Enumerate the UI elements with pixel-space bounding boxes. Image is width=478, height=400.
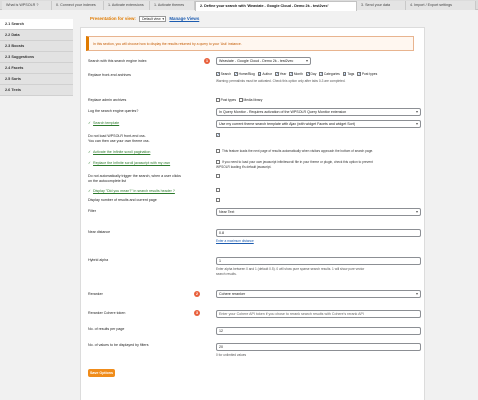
month-checkbox[interactable] (289, 72, 293, 76)
infinite-js-link[interactable] (88, 161, 170, 165)
home-blog-option-label: Home/Blog (238, 72, 255, 76)
engine-label: Search with this search engine index (88, 59, 147, 63)
home-blog-checkbox[interactable] (234, 72, 238, 76)
infinite-scroll-checkbox[interactable] (216, 149, 220, 153)
sidebar-item-sorts[interactable]: 2.5 Sorts (0, 74, 73, 85)
day-checkbox[interactable] (306, 72, 310, 76)
near-distance-help: Enter a maximum distance (216, 239, 254, 243)
check-icon: ✓ (88, 189, 92, 193)
results-per-page-input[interactable]: 12 (216, 327, 421, 335)
filter-values-input[interactable]: 20 (216, 343, 421, 351)
save-options-button[interactable]: Save Options (88, 369, 115, 377)
did-you-mean-link[interactable] (88, 189, 175, 193)
infinite-js-text-1: If you need to load your own javascript infinitescroll file in your theme or plugin, check this option to prevent (222, 160, 373, 164)
filter-values-label: No. of values to be displayed by filters (88, 343, 149, 347)
replace-front-label: Replace front-end archives (88, 73, 131, 77)
infinite-js-label: Replace the Infinite scroll javascript with my own (93, 161, 171, 165)
reranker-label: Reranker (88, 292, 103, 296)
no-css-label-1: Do not load WPSOLR front-end css. (88, 134, 146, 138)
display-number-checkbox[interactable] (216, 198, 220, 202)
infinite-js-text-2: WPSOLR loading it's default javascript. (216, 165, 272, 169)
near-distance-label: Near distance (88, 230, 111, 234)
log-queries-label: Log the search engine queries? (88, 109, 139, 113)
sidebar-item-data[interactable]: 2.2 Data (0, 30, 73, 41)
settings-panel (80, 27, 425, 400)
tab-connect-indexes[interactable]: 0. Connect your indexes (52, 1, 104, 10)
sidebar-item-boosts[interactable]: 2.3 Boosts (0, 41, 73, 52)
hybrid-alpha-label: Hybrid alpha (88, 258, 109, 262)
search-template-label: Search template (93, 121, 120, 125)
results-per-page-label: No. of results per page (88, 327, 125, 331)
step-badge-1: 1 (206, 59, 208, 63)
admin-post-types-checkbox[interactable] (216, 98, 220, 102)
tab-define-search[interactable]: 2. Define your search with 'Weaviate - Google Cloud - Demo 2k - test2vec' (195, 1, 357, 11)
check-icon: ✓ (88, 121, 92, 125)
categories-checkbox[interactable] (319, 72, 323, 76)
presentation-bar (90, 16, 199, 22)
search-option-label: Search (220, 72, 232, 76)
did-you-mean-option (216, 188, 221, 192)
check-icon: ✓ (88, 161, 92, 165)
post-types-option-label: Post types (361, 72, 378, 76)
infinite-js-checkbox[interactable] (216, 160, 220, 164)
did-you-mean-label: Display "Did you mean?" in search results header ? (93, 189, 175, 193)
media-library-label: Media library (243, 98, 263, 102)
hybrid-alpha-help-1: Enter alpha between 0 and 1 (default 0.5). 0 will show pure sparse search results. 1 will show pure vector (216, 267, 365, 271)
author-checkbox[interactable] (258, 72, 262, 76)
sidebar-item-search[interactable]: 2.1 Search (0, 19, 73, 30)
search-checkbox[interactable] (216, 72, 220, 76)
tags-option-label: Tags (347, 72, 355, 76)
tab-what-is[interactable]: What is WPSOLR ? (2, 1, 52, 10)
log-queries-select[interactable]: In Query Monitor - Requires activation of the WPSOLR Query Monitor extension ▾ (216, 108, 421, 116)
year-option-label: Year (279, 72, 287, 76)
categories-option-label: Categories (323, 72, 340, 76)
view-select[interactable]: Default view ▾ (139, 16, 166, 22)
hybrid-alpha-input[interactable]: 1 (216, 257, 421, 265)
infinite-js-option (216, 160, 221, 164)
sidebar (0, 19, 73, 96)
filter-label: Filter (88, 209, 96, 213)
infinite-scroll-option (216, 149, 221, 153)
infinite-scroll-label: Activate the Infinite scroll pagination (93, 150, 151, 154)
engine-select[interactable]: Weaviate - Google Cloud - Demo 2k - test2vec ▾ (216, 57, 311, 65)
filter-select[interactable]: Near Text ▾ (216, 208, 421, 216)
step-badge-2: 2 (196, 292, 198, 296)
cohere-token-input[interactable]: Enter your Cohere API token if you chose to rerank search results with Cohere's rerank API (216, 310, 421, 318)
infinite-scroll-link[interactable] (88, 150, 150, 154)
sidebar-item-facets[interactable]: 2.4 Facets (0, 63, 73, 74)
display-number-label: Display number of results and current page (88, 198, 157, 202)
replace-front-options (216, 72, 379, 76)
search-template-select[interactable]: Use my current theme search template with Ajax (with widget Facets and widget Sort) ▾ (216, 120, 421, 128)
autocomplete-label-1: Do not automatically trigger the search, when a user clicks (88, 174, 181, 178)
day-option-label: Day (310, 72, 317, 76)
presentation-label: Presentation for view: (90, 16, 136, 22)
post-types-checkbox[interactable] (357, 72, 361, 76)
media-library-checkbox[interactable] (239, 98, 243, 102)
manage-views-link[interactable]: Manage Views (169, 16, 200, 22)
filter-values-help: 0 for unlimited values (216, 353, 247, 357)
replace-admin-options (216, 98, 264, 102)
tags-checkbox[interactable] (343, 72, 347, 76)
autocomplete-label-2: on the autocomplete list (88, 179, 126, 183)
month-option-label: Month (293, 72, 303, 76)
tab-import-export[interactable]: 4. Import / Export settings (406, 1, 476, 10)
year-checkbox[interactable] (275, 72, 279, 76)
sidebar-item-suggestions[interactable]: 2.3 Suggestions (0, 52, 73, 63)
check-icon: ✓ (88, 150, 92, 154)
no-css-checkbox[interactable] (216, 133, 220, 137)
search-template-link[interactable] (88, 121, 119, 125)
sidebar-item-texts[interactable]: 2.6 Texts (0, 85, 73, 96)
permalinks-warning: Warning: permalinks must be activated. Check this option only after tabs 0-3 are completed. (216, 79, 346, 83)
author-option-label: Author (262, 72, 273, 76)
no-css-label-2: You can then use your own theme css. (88, 139, 150, 143)
main-content (80, 13, 425, 400)
near-distance-input[interactable]: 0.8 (216, 229, 421, 237)
tab-activate-themes[interactable]: 1. Activate themes (150, 1, 195, 10)
autocomplete-option (216, 174, 221, 178)
autocomplete-checkbox[interactable] (216, 174, 220, 178)
tab-activate-extensions[interactable]: 1. Activate extensions (104, 1, 150, 10)
hybrid-alpha-help-2: search results. (216, 272, 237, 276)
tab-send-data[interactable]: 3. Send your data (357, 1, 406, 10)
info-notice: In this section, you will choose how to display the results returned by a query to your 'Ask' instance. (86, 36, 414, 51)
replace-admin-label: Replace admin archives (88, 98, 127, 102)
admin-post-types-label: Post types (220, 98, 236, 102)
top-tabs (0, 0, 478, 10)
cohere-token-label: Reranker Cohere token (88, 311, 126, 315)
step-badge-3: 3 (196, 311, 198, 315)
infinite-scroll-text: This feature loads the next page of results automatically when visitors approach the bottom of search page. (222, 149, 374, 153)
display-number-option (216, 198, 221, 202)
no-css-option (216, 133, 221, 137)
did-you-mean-checkbox[interactable] (216, 188, 220, 192)
reranker-select[interactable]: Cohere reranker ▾ (216, 290, 421, 298)
